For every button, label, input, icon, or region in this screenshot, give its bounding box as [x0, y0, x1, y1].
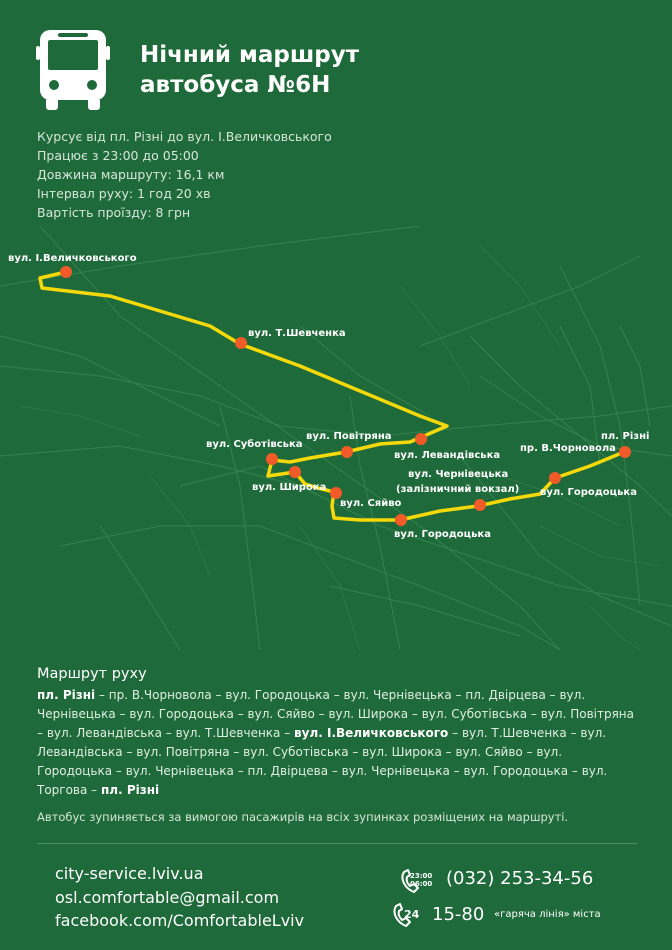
page-title: [140, 40, 359, 100]
info-interval: Інтервал руху: 1 год 20 хв: [37, 186, 211, 201]
info-fare: Вартість проїзду: 8 грн: [37, 205, 191, 220]
stop-label-velychkovskoho: вул. І.Величковського: [8, 253, 137, 264]
route-start: пл. Різні: [37, 688, 96, 702]
stop-marker-rizni: [619, 446, 631, 458]
stop-label-gorodotska-2: вул. Городоцька: [540, 487, 637, 498]
stop-label-shevchenka: вул. Т.Шевченка: [248, 328, 346, 339]
stop-marker-velychkovskoho: [60, 266, 72, 278]
phone-hours-top: 23:00: [410, 872, 433, 880]
stop-marker-povitriana: [341, 446, 353, 458]
title-line-1: Нічний маршрут: [140, 42, 360, 68]
route-info: [37, 127, 332, 222]
info-route-span: Курсує від пл. Різні до вул. І.Величковського: [37, 129, 332, 144]
stop-marker-levandivska: [415, 433, 427, 445]
stop-marker-gorodotska-1: [395, 514, 407, 526]
stop-marker-gorodotska-2: [549, 472, 561, 484]
stop-label-chernivetska: вул. Чернівецька: [408, 469, 509, 480]
stop-label-chornovola: пр. В.Чорновола: [520, 443, 616, 454]
stop-marker-subotivska: [266, 453, 278, 465]
facebook-link[interactable]: facebook.com/ComfortableLviv: [55, 911, 305, 930]
stop-label-levandivska: вул. Левандівська: [394, 450, 501, 461]
stop-label-povitriana: вул. Повітряна: [306, 431, 392, 442]
info-hours: Працює з 23:00 до 05:00: [37, 148, 199, 163]
stop-marker-chernivetska: [474, 499, 486, 511]
email-link[interactable]: osl.comfortable@gmail.com: [55, 888, 280, 907]
stop-marker-shevchenka: [235, 337, 247, 349]
route-segment-1: – пр. В.Чорновола – вул. Городоцька – вул. Чернівецька – пл. Двірцева – вул. Чернівецька – вул. Городоцька – вул. Сяйво – вул. Широка – вул. Суботівська – вул. Повітряна – вул. Левандівська – вул. Т.Шевченка –: [37, 688, 634, 740]
stop-label-siaivo: вул. Сяйво: [340, 498, 402, 509]
stop-marker-shyroka: [289, 466, 301, 478]
info-length: Довжина маршруту: 16,1 км: [37, 167, 225, 182]
route-map: [0, 226, 672, 650]
route-heading: Маршрут руху: [37, 666, 147, 682]
route-end: пл. Різні: [101, 783, 160, 797]
route-description: [37, 686, 637, 800]
phone-hours-bottom: 06:00: [410, 880, 433, 888]
divider: [37, 843, 637, 844]
stop-label-station: (залізничний вокзал): [396, 484, 520, 495]
route-line: [40, 272, 624, 520]
website-link[interactable]: city-service.lviv.ua: [55, 864, 204, 883]
hotline-caption: «гаряча лінія» міста: [494, 909, 601, 920]
route-segment-2: – вул. Т.Шевченка – вул. Левандівська – вул. Повітряна – вул. Суботівська – вул. Широка – вул. Сяйво – вул. Городоцька – вул. Чернівецька – пл. Двірцева – вул. Чернівецька – вул. Городоцька – вул. Торгова –: [37, 726, 608, 797]
stop-label-gorodotska-1: вул. Городоцька: [394, 529, 491, 540]
stop-label-rizni: пл. Різні: [601, 431, 650, 442]
hotline-number[interactable]: 15-80: [432, 904, 485, 925]
stop-label-shyroka: вул. Широка: [252, 482, 327, 493]
phone-number[interactable]: (032) 253-34-56: [446, 868, 594, 889]
hotline-icon: [390, 900, 426, 930]
stop-notice: Автобус зупиняється за вимогою пасажирів на всіх зупинках розміщених на маршруті.: [37, 810, 569, 824]
hotline-badge: 24: [404, 908, 420, 921]
title-line-2: автобуса №6Н: [140, 72, 331, 98]
phone-icon: [398, 866, 434, 896]
stop-label-subotivska: вул. Суботівська: [206, 439, 303, 450]
route-turnaround: вул. І.Величковського: [294, 726, 449, 740]
bus-icon: [36, 28, 110, 112]
